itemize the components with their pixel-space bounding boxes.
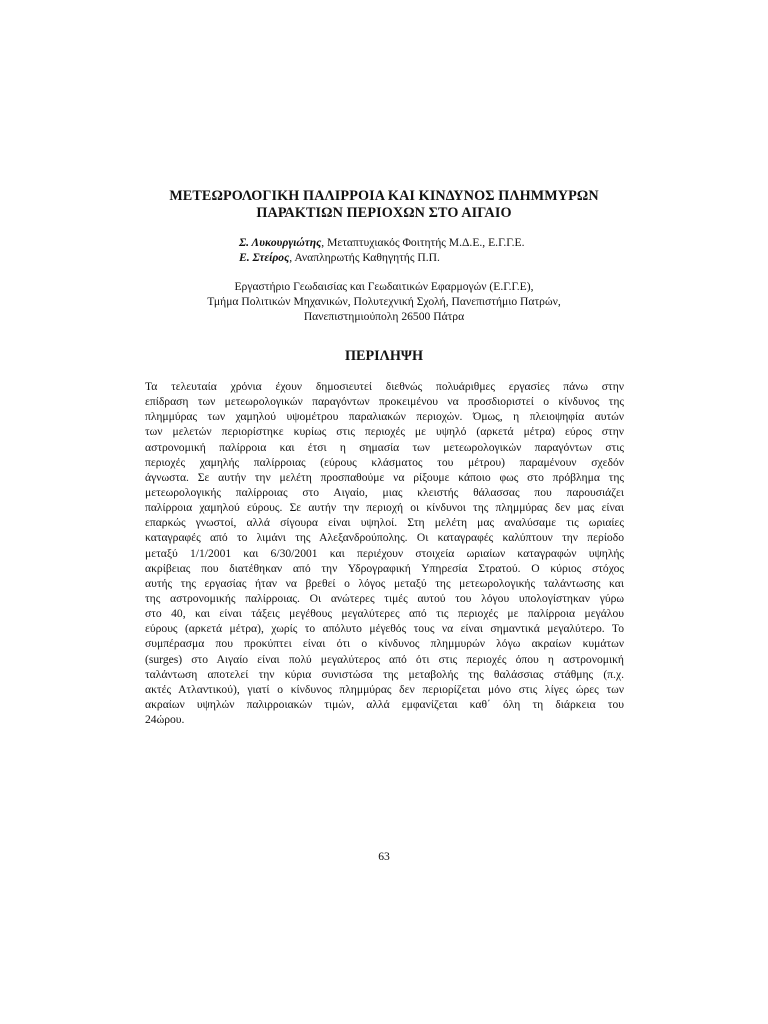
abstract-line: άγνωστα. Σε αυτήν την μελέτη προσπαθούμε να ρίξουμε κάποιο φως στο πρόβλημα της — [145, 470, 624, 484]
abstract-line: Τα τελευταία χρόνια έχουν δημοσιευτεί διεθνώς πολυάριθμες εργασίες πάνω στην — [145, 380, 624, 393]
abstract-line: περιοχές χαμηλής παλίρροιας (εύρους κλάσματος του μέτρου) παραμένουν σχεδόν — [145, 455, 624, 469]
abstract-line: μετεωρολογικής παλίρροιας στο Αιγαίο, μιας κλειστής θάλασσας που παρουσιάζει — [145, 485, 624, 499]
abstract-line: στο 40, και είναι τάξεις μεγέθους μεγαλύτερες από τις περιοχές με παλίρροια μεγάλου — [145, 607, 624, 621]
abstract-line: καταγραφές από το λιμάνι της Αλεξανδρούπολης. Οι καταγραφές καλύπτουν την περίοδο — [145, 531, 624, 545]
abstract-line: συμπέρασμα που προκύπτει είναι ότι ο κίνδυνος πλημμυρών λόγω ακραίων κυμάτων — [145, 637, 624, 651]
abstract-line: εύρους (αρκετά μέτρα), χωρίς το απόλυτο μέγεθός τους να είναι σημαντικά μεγαλύτερο. Το — [145, 622, 624, 636]
paper-title — [100, 188, 668, 222]
abstract-line: των μελετών περιορίστηκε κυρίως στις περιοχές με υψηλό (αρκετά μέτρα) εύρος στην — [145, 425, 624, 439]
author-name: Ε. Στείρος — [239, 251, 290, 264]
author-list — [239, 235, 524, 265]
abstract-line: ταλάντωση αποτελεί την κύρια συνιστώσα της μεταβολής της θαλάσσιας στάθμης (π.χ. — [145, 667, 624, 681]
abstract-line: επίδραση των μετεωρολογικών παραγόντων προκειμένου να προσδιοριστεί ο κίνδυνος της — [145, 395, 624, 409]
abstract-line: ακραίων υψηλών παλιρροιακών τιμών, αλλά εμφανίζεται καθ΄ όλη τη διάρκεια του — [145, 697, 624, 711]
abstract-line: 24ώρου. — [145, 713, 185, 727]
abstract-body — [145, 379, 624, 727]
abstract-line: παλίρροια χαμηλού εύρους. Σε αυτήν την περιοχή οι κίνδυνοι της πλημμύρας δεν μας είναι — [145, 501, 624, 515]
abstract-line: αυτής της εργασίας ήταν να βρεθεί ο λόγος μεταξύ της μετεωρολογικής ταλάντωσης και — [145, 576, 624, 590]
abstract-line: επαρκώς γνωστοί, αλλά σίγουρα είναι υψηλοί. Στη μελέτη μας αναλύσαμε τις ωριαίες — [145, 516, 624, 530]
abstract-line: αστρονομική παλίρροια και έτσι η σημασία των μετεωρολογικών παραγόντων στις — [145, 440, 624, 454]
author-name: Σ. Λυκουργιώτης — [239, 236, 322, 249]
abstract-line: της αστρονομικής παλίρροιας. Οι ανώτερες τιμές αυτού του λόγου υπολογίστηκαν γύρω — [145, 591, 624, 605]
author-entry — [239, 235, 524, 250]
page-number: 63 — [378, 850, 390, 863]
affiliation — [100, 279, 668, 324]
author-role: , Μεταπτυχιακός Φοιτητής Μ.Δ.Ε., Ε.Γ.Γ.Ε. — [321, 236, 525, 249]
author-role: , Αναπληρωτής Καθηγητής Π.Π. — [289, 251, 440, 264]
affiliation-line: Πανεπιστημιούπολη 26500 Πάτρα — [303, 310, 465, 323]
affiliation-line: Τμήμα Πολιτικών Μηχανικών, Πολυτεχνική Σχολή, Πανεπιστήμιο Πατρών, — [207, 295, 561, 308]
paper-title-line-1: ΜΕΤΕΩΡΟΛΟΓΙΚΗ ΠΑΛΙΡΡΟΙΑ ΚΑΙ ΚΙΝΔΥΝΟΣ ΠΛΗΜΜΥΡΩΝ — [169, 188, 599, 204]
author-entry — [239, 250, 524, 265]
abstract-line: (surges) στο Αιγαίο είναι πολύ μεγαλύτερος από ότι στις περιοχές όπου η αστρονομική — [145, 652, 624, 666]
abstract-line: ακρίβειας που διατέθηκαν από την Υδρογραφική Υπηρεσία Στρατού. Ο κύριος στόχος — [145, 561, 624, 575]
affiliation-line: Εργαστήριο Γεωδαισίας και Γεωδαιτικών Εφαρμογών (Ε.Γ.Γ.Ε), — [234, 280, 534, 293]
abstract-line: πλημμύρας των χαμηλού υψομέτρου παραλιακών περιοχών. Όμως, η πλειοψηφία αυτών — [145, 410, 624, 424]
abstract-heading: ΠΕΡΙΛΗΨΗ — [345, 348, 423, 364]
abstract-line: μεταξύ 1/1/2001 και 6/30/2001 και περιέχουν στοιχεία ωριαίων καταγραφών υψηλής — [145, 546, 624, 560]
abstract-line: ακτές Ατλαντικού), γιατί ο κίνδυνος πλημμύρας δεν περιορίζεται μόνο στις λίγες ώρες των — [145, 682, 624, 696]
paper-title-line-2: ΠΑΡΑΚΤΙΩΝ ΠΕΡΙΟΧΩΝ ΣΤΟ ΑΙΓΑΙΟ — [256, 205, 512, 221]
